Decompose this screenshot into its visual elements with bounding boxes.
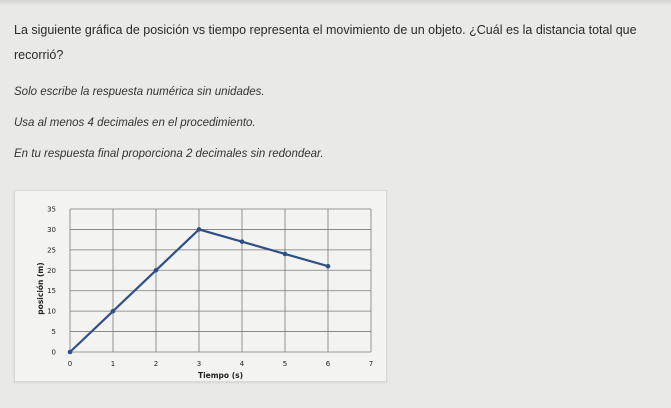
- chart-svg: [15, 191, 386, 381]
- x-tick-label: 3: [196, 360, 202, 368]
- y-tick-label: 35: [47, 205, 56, 214]
- x-tick-label: 2: [153, 360, 159, 368]
- x-tick-label: 6: [325, 360, 331, 368]
- data-point: [111, 309, 116, 314]
- y-tick-label: 30: [47, 225, 56, 234]
- data-point: [197, 227, 202, 232]
- y-tick-label: 15: [47, 287, 56, 296]
- x-tick-label: 5: [282, 360, 288, 368]
- data-point: [68, 350, 73, 355]
- instruction-units: Solo escribe la respuesta numérica sin unidades.: [14, 86, 265, 98]
- instruction-decimals: Usa al menos 4 decimales en el procedimiento.: [14, 117, 256, 129]
- x-axis-label: Tiempo (s): [197, 371, 244, 380]
- x-tick-label: 7: [368, 360, 374, 368]
- y-tick-label: 10: [47, 307, 56, 316]
- data-point: [283, 252, 288, 257]
- y-axis-label: posición (m): [36, 262, 45, 315]
- x-tick-label: 0: [67, 360, 73, 368]
- instruction-final-answer: En tu respuesta final proporciona 2 decimales sin redondear.: [14, 148, 324, 160]
- position-time-chart: [14, 190, 387, 382]
- y-tick-label: 5: [51, 328, 56, 337]
- question-text: La siguiente gráfica de posición vs tiempo representa el movimiento de un objeto. ¿Cuál es la distancia total que recorrió?: [14, 23, 637, 62]
- y-tick-label: 25: [47, 246, 56, 255]
- data-point: [154, 268, 159, 273]
- x-tick-label: 1: [110, 360, 116, 368]
- data-point: [240, 239, 245, 244]
- x-tick-label: 4: [239, 360, 245, 368]
- top-divider: [0, 0, 671, 6]
- y-tick-label: 20: [47, 266, 56, 275]
- data-point: [326, 264, 331, 269]
- y-tick-label: 0: [51, 348, 56, 357]
